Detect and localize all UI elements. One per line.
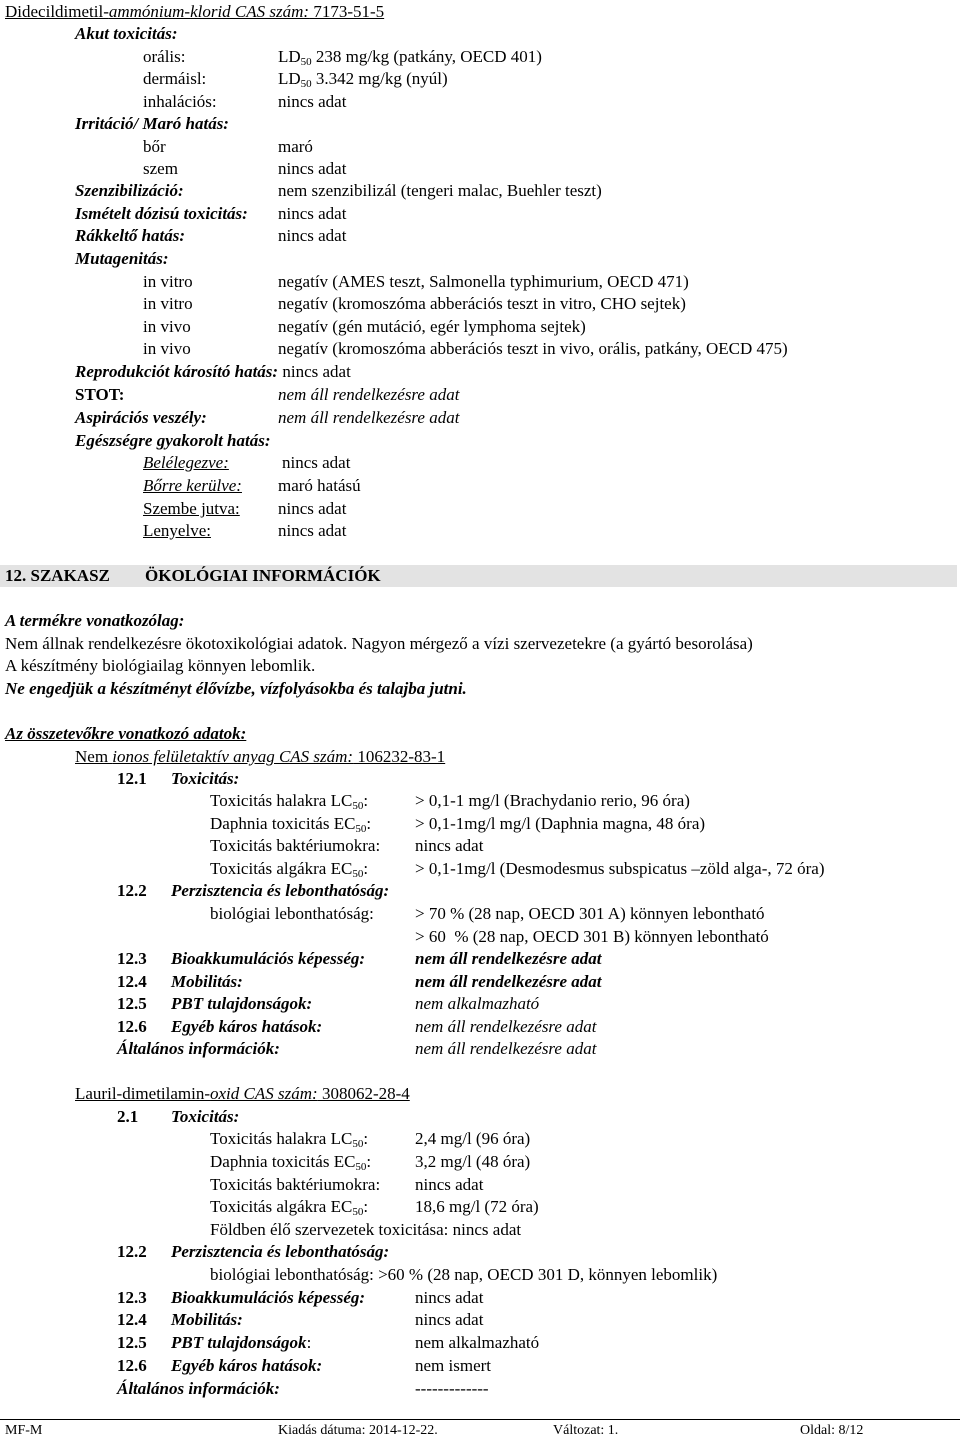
c2-fish-colon: :	[363, 1129, 369, 1148]
c2-mobility-num: 12.4	[117, 1310, 147, 1329]
components-heading-row	[0, 723, 960, 745]
c2-persistence-heading-row	[0, 1241, 960, 1263]
oral-value	[278, 46, 542, 68]
c2-toxicity-heading-row	[0, 1106, 960, 1128]
c1-biodegradability-value: > 60 % (28 nap, OECD 301 B) könnyen lebontható	[415, 927, 769, 946]
c1-pbt-row	[0, 993, 960, 1015]
c2-biodegradability-line	[210, 1264, 717, 1286]
c1-daphnia-subscript: 50	[355, 823, 367, 835]
c1-bioaccumulation-label: Bioakkumulációs képesség:	[171, 949, 366, 968]
mutagenicity-heading: Mutagenitás:	[75, 249, 169, 268]
c1-daphnia-label	[210, 813, 371, 835]
section-header-row	[0, 565, 960, 587]
c1-bioaccumulation-num: 12.3	[117, 949, 147, 968]
health-effect-value: maró hatású	[278, 476, 361, 495]
oral-row	[0, 46, 960, 68]
c1-general-label: Általános információk:	[117, 1039, 280, 1058]
mutagenicity-test-label: in vivo	[143, 339, 191, 358]
c2-bacteria-row	[0, 1174, 960, 1196]
c1-algae-label-text: Toxicitás algákra EC	[210, 859, 353, 878]
health-effect-row	[0, 520, 960, 542]
reproductive-line	[75, 361, 351, 383]
c1-bacteria-row	[0, 835, 960, 857]
product-heading-row	[0, 610, 960, 632]
dermal-value	[278, 68, 448, 90]
aspiration-row	[0, 407, 960, 429]
components-heading: Az összetevőkre vonatkozó adatok:	[5, 724, 247, 743]
c2-toxicity-heading: Toxicitás:	[171, 1107, 240, 1126]
c2-fish-row	[0, 1128, 960, 1150]
c2-title-row	[0, 1083, 960, 1105]
product-line-row	[0, 655, 960, 677]
c2-general-label: Általános információk:	[117, 1379, 280, 1398]
mutagenicity-row	[0, 338, 960, 360]
mutagenicity-test-label: in vitro	[143, 294, 193, 313]
dermal-row	[0, 68, 960, 90]
c1-fish-row	[0, 790, 960, 812]
c2-soil-line	[210, 1219, 521, 1241]
c2-bioaccumulation-num: 12.3	[117, 1288, 147, 1307]
c2-persistence-heading: Perzisztencia és lebonthatóság:	[171, 1242, 390, 1261]
c1-pbt-value: nem alkalmazható	[415, 994, 540, 1013]
c1-biodegradability-label: biológiai lebonthatóság:	[210, 904, 374, 923]
substance-name: Didecildimetil-	[5, 2, 109, 21]
stot-row	[0, 384, 960, 406]
c1-cas-number: 106232-83-1	[353, 747, 446, 766]
c2-algae-subscript: 50	[352, 1206, 364, 1218]
c1-daphnia-row	[0, 813, 960, 835]
c2-soil-value: nincs adat	[452, 1220, 522, 1239]
inhalation-row	[0, 91, 960, 113]
c1-algae-value: > 0,1-1mg/l (Desmodesmus subspicatus –zöld alga-, 72 óra)	[415, 859, 825, 878]
footer-divider	[0, 1419, 960, 1420]
c2-daphnia-colon: :	[366, 1152, 372, 1171]
c1-fish-label-text: Toxicitás halakra LC	[210, 791, 353, 810]
c1-algae-label	[210, 858, 368, 880]
c2-fish-value: 2,4 mg/l (96 óra)	[415, 1129, 531, 1148]
c1-bioaccumulation-row	[0, 948, 960, 970]
mutagenicity-test-result: negatív (AMES teszt, Salmonella typhimurium, OECD 471)	[278, 272, 689, 291]
carcinogenicity-value: nincs adat	[278, 226, 347, 245]
c2-other-effects-num: 12.6	[117, 1356, 147, 1375]
c2-pbt-label-group	[171, 1332, 311, 1354]
repeated-dose-row	[0, 203, 960, 225]
c1-title-name: ionos felületaktív anyag CAS szám:	[112, 747, 354, 766]
mutagenicity-test-result: negatív (kromoszóma abberációs teszt in vitro, CHO sejtek)	[278, 294, 686, 313]
c1-other-effects-row	[0, 1016, 960, 1038]
c2-bacteria-label: Toxicitás baktériumokra:	[210, 1175, 381, 1194]
health-effects-heading-row	[0, 430, 960, 452]
substance-title	[5, 1, 384, 23]
c2-fish-subscript: 50	[352, 1138, 364, 1150]
oral-label: orális:	[143, 47, 186, 66]
product-line: Nem állnak rendelkezésre ökotoxikológiai adatok. Nagyon mérgező a vízi szervezetekre (a gyártó besorolása)	[5, 634, 753, 653]
c1-biodegradability-row	[0, 903, 960, 925]
c2-daphnia-subscript: 50	[355, 1161, 367, 1173]
health-effect-route: Belélegezve:	[143, 453, 229, 472]
sensitisation-value: nem szenzibilizál (tengeri malac, Buehler teszt)	[278, 181, 602, 200]
c1-bacteria-value: nincs adat	[415, 836, 484, 855]
c2-soil-label: Földben élő szervezetek toxicitása:	[210, 1220, 449, 1239]
c1-fish-label	[210, 790, 368, 812]
product-warning: Ne engedjük a készítményt élővízbe, vízfolyásokba és talajba jutni.	[5, 679, 467, 698]
acute-heading-row	[0, 23, 960, 45]
dermal-ld: LD	[278, 69, 301, 88]
skin-label: bőr	[143, 137, 166, 156]
c2-algae-label	[210, 1196, 368, 1218]
footer-version: Változat: 1.	[553, 1423, 619, 1438]
reproductive-label: Reprodukciót károsító hatás:	[75, 362, 279, 381]
c2-other-effects-value: nem ismert	[415, 1356, 492, 1375]
reproductive-row	[0, 361, 960, 383]
skin-value: maró	[278, 137, 313, 156]
aspiration-label: Aspirációs veszély:	[75, 408, 207, 427]
c1-mobility-num: 12.4	[117, 972, 147, 991]
c1-mobility-label: Mobilitás:	[171, 972, 243, 991]
c1-other-effects-label: Egyéb káros hatások:	[171, 1017, 323, 1036]
c2-mobility-value: nincs adat	[415, 1310, 484, 1329]
mutagenicity-heading-row	[0, 248, 960, 270]
dermal-ld-subscript: 50	[300, 78, 312, 90]
c2-bioaccumulation-value: nincs adat	[415, 1288, 484, 1307]
c2-pbt-row	[0, 1332, 960, 1354]
c1-other-effects-num: 12.6	[117, 1017, 147, 1036]
mutagenicity-test-result: negatív (gén mutáció, egér lymphoma sejtek)	[278, 317, 586, 336]
health-effect-row	[0, 498, 960, 520]
c1-persistence-heading: Perzisztencia és lebonthatóság:	[171, 881, 390, 900]
c2-cas-number: 308062-28-4	[317, 1084, 410, 1103]
inhalation-value: nincs adat	[278, 92, 347, 111]
c2-bioaccumulation-row	[0, 1287, 960, 1309]
c1-biodegradability-row	[0, 926, 960, 948]
c2-title-prefix: Lauril-dimetilamin-	[75, 1084, 211, 1103]
product-line-row	[0, 633, 960, 655]
c2-mobility-label: Mobilitás:	[171, 1310, 243, 1329]
c1-bacteria-label: Toxicitás baktériumokra:	[210, 836, 381, 855]
c1-persistence-num: 12.2	[117, 881, 147, 900]
c1-title-row	[0, 746, 960, 768]
c2-pbt-label: PBT tulajdonságok	[171, 1333, 307, 1352]
eye-label: szem	[143, 159, 178, 178]
c2-fish-label-text: Toxicitás halakra LC	[210, 1129, 353, 1148]
c1-mobility-value: nem áll rendelkezésre adat	[415, 972, 602, 991]
stot-label: STOT:	[75, 385, 125, 404]
eye-value: nincs adat	[278, 159, 347, 178]
c2-pbt-num: 12.5	[117, 1333, 147, 1352]
c1-toxicity-num: 12.1	[117, 769, 147, 788]
c2-algae-value: 18,6 mg/l (72 óra)	[415, 1197, 539, 1216]
c1-algae-row	[0, 858, 960, 880]
c1-biodegradability-value: > 70 % (28 nap, OECD 301 A) könnyen lebontható	[415, 904, 765, 923]
repeated-dose-label: Ismételt dózisú toxicitás:	[75, 204, 248, 223]
c2-bacteria-value: nincs adat	[415, 1175, 484, 1194]
mutagenicity-row	[0, 271, 960, 293]
aspiration-value: nem áll rendelkezésre adat	[278, 408, 460, 427]
c2-biodegradability-label: biológiai lebonthatóság:	[210, 1265, 374, 1284]
substance-cas-number: 7173-51-5	[309, 2, 385, 21]
sensitisation-row	[0, 180, 960, 202]
c2-daphnia-label	[210, 1151, 371, 1173]
c1-pbt-num: 12.5	[117, 994, 147, 1013]
c1-mobility-row	[0, 971, 960, 993]
c1-general-value: nem áll rendelkezésre adat	[415, 1039, 597, 1058]
sensitisation-label: Szenzibilizáció:	[75, 181, 184, 200]
dermal-ld-value: 3.342 mg/kg (nyúl)	[311, 69, 448, 88]
footer-issue-date: Kiadás dátuma: 2014-12-22.	[278, 1423, 438, 1438]
health-effect-route: Bőrre kerülve:	[143, 476, 242, 495]
c2-pbt-colon: :	[306, 1333, 312, 1352]
c1-fish-subscript: 50	[352, 800, 364, 812]
section-title: ÖKOLÓGIAI INFORMÁCIÓK	[145, 566, 381, 585]
c2-other-effects-row	[0, 1355, 960, 1377]
health-effects-heading: Egészségre gyakorolt hatás:	[75, 431, 271, 450]
c1-title	[75, 746, 445, 768]
c1-toxicity-heading: Toxicitás:	[171, 769, 240, 788]
c2-daphnia-label-text: Daphnia toxicitás EC	[210, 1152, 356, 1171]
health-effect-route: Lenyelve:	[143, 521, 211, 540]
c2-persistence-num: 12.2	[117, 1242, 147, 1261]
irritation-heading-row	[0, 113, 960, 135]
c2-daphnia-value: 3,2 mg/l (48 óra)	[415, 1152, 531, 1171]
c1-bioaccumulation-value: nem áll rendelkezésre adat	[415, 949, 602, 968]
substance-title-row	[0, 1, 960, 23]
carcinogenicity-label: Rákkeltő hatás:	[75, 226, 186, 245]
health-effect-route: Szembe jutva:	[143, 499, 240, 518]
health-effect-value: nincs adat	[282, 453, 351, 472]
repeated-dose-value: nincs adat	[278, 204, 347, 223]
c2-algae-row	[0, 1196, 960, 1218]
mutagenicity-test-label: in vitro	[143, 272, 193, 291]
substance-cas-label: ammónium-klorid CAS szám:	[108, 2, 310, 21]
c1-daphnia-colon: :	[366, 814, 372, 833]
acute-toxicity-heading: Akut toxicitás:	[75, 24, 178, 43]
c2-algae-label-text: Toxicitás algákra EC	[210, 1197, 353, 1216]
c2-general-row	[0, 1378, 960, 1400]
c1-title-prefix: Nem	[75, 747, 113, 766]
eye-row	[0, 158, 960, 180]
product-line: A készítmény biológiailag könnyen lebomlik.	[5, 656, 316, 675]
c2-general-value: -------------	[415, 1379, 489, 1398]
c2-fish-label	[210, 1128, 368, 1150]
footer-page-number: Oldal: 8/12	[800, 1423, 864, 1438]
c1-pbt-label: PBT tulajdonságok:	[171, 994, 313, 1013]
mutagenicity-test-label: in vivo	[143, 317, 191, 336]
dermal-label: dermáisl:	[143, 69, 207, 88]
oral-ld-subscript: 50	[300, 56, 312, 68]
c1-daphnia-label-text: Daphnia toxicitás EC	[210, 814, 356, 833]
c1-daphnia-value: > 0,1-1mg/l mg/l (Daphnia magna, 48 óra)	[415, 814, 706, 833]
health-effect-row	[0, 475, 960, 497]
c1-algae-colon: :	[363, 859, 369, 878]
oral-ld: LD	[278, 47, 301, 66]
footer-doc-code: MF-M	[5, 1423, 43, 1438]
c2-mobility-row	[0, 1309, 960, 1331]
c2-soil-row	[0, 1219, 960, 1241]
mutagenicity-test-result: negatív (kromoszóma abberációs teszt in vivo, orális, patkány, OECD 475)	[278, 339, 788, 358]
c2-pbt-value: nem alkalmazható	[415, 1333, 540, 1352]
c1-algae-subscript: 50	[352, 868, 364, 880]
product-warning-row	[0, 678, 960, 700]
c2-algae-colon: :	[363, 1197, 369, 1216]
c2-title-name: oxid CAS szám:	[210, 1084, 318, 1103]
c1-persistence-heading-row	[0, 880, 960, 902]
section-number: 12. SZAKASZ	[5, 566, 110, 585]
c2-other-effects-label: Egyéb káros hatások:	[171, 1356, 323, 1375]
inhalation-label: inhalációs:	[143, 92, 217, 111]
c2-biodegradability-row	[0, 1264, 960, 1286]
page-footer	[0, 1421, 960, 1441]
oral-ld-value: 238 mg/kg (patkány, OECD 401)	[311, 47, 542, 66]
health-effect-row	[0, 452, 960, 474]
health-effect-value: nincs adat	[278, 499, 347, 518]
skin-row	[0, 136, 960, 158]
mutagenicity-row	[0, 293, 960, 315]
c2-daphnia-row	[0, 1151, 960, 1173]
reproductive-value: nincs adat	[282, 362, 351, 381]
c2-toxicity-num: 2.1	[117, 1107, 139, 1126]
product-heading: A termékre vonatkozólag:	[5, 611, 185, 630]
c1-other-effects-value: nem áll rendelkezésre adat	[415, 1017, 597, 1036]
irritation-heading: Irritáció/ Maró hatás:	[75, 114, 229, 133]
mutagenicity-row	[0, 316, 960, 338]
c2-biodegradability-value: >60 % (28 nap, OECD 301 D, könnyen lebomlik)	[378, 1265, 718, 1284]
c2-title	[75, 1083, 410, 1105]
c1-fish-colon: :	[363, 791, 369, 810]
c1-fish-value: > 0,1-1 mg/l (Brachydanio rerio, 96 óra)	[415, 791, 690, 810]
stot-value: nem áll rendelkezésre adat	[278, 385, 460, 404]
health-effect-value: nincs adat	[278, 521, 347, 540]
c1-toxicity-heading-row	[0, 768, 960, 790]
carcinogenicity-row	[0, 225, 960, 247]
c2-bioaccumulation-label: Bioakkumulációs képesség:	[171, 1288, 366, 1307]
c1-general-row	[0, 1038, 960, 1060]
